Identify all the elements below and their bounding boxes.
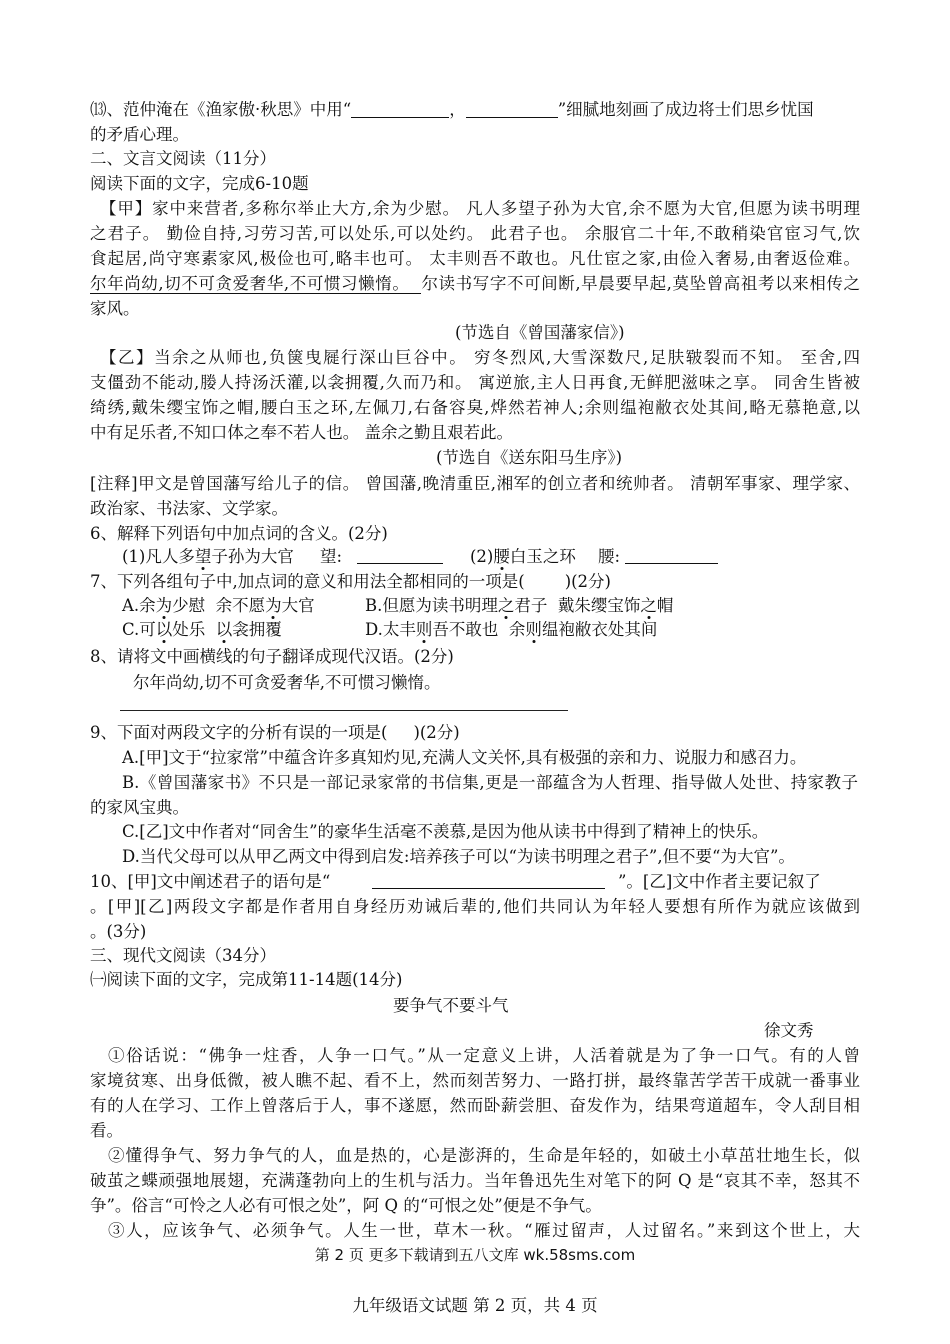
question-9-title (90, 720, 860, 745)
question-7-score: )(2分) (564, 572, 611, 591)
question-10 (90, 869, 860, 894)
question-13-separator: ， (449, 100, 466, 119)
passage-jia-line: 【甲】家中来营者,多称尔举止大方,余为少慰。 凡人多望子孙为大官,余不愿为大官,但愿为读书明理 (100, 199, 860, 218)
question-7-text: 7、下列各组句子中,加点词的意义和用法全都相同的一项是( (90, 572, 525, 591)
question-7-options-row (90, 593, 860, 618)
question-7-options-row (90, 617, 860, 642)
question-6-item-1-label: 望: (320, 547, 343, 566)
passage-yi-source: (节选自《送东阳马生序》) (436, 448, 623, 467)
emphasis-char: 以 (216, 617, 233, 642)
question-7-option-a (122, 593, 315, 618)
article-paragraph-line: ①俗话说：“佛争一炷香，人争一口气。”从一定意义上讲，人活着就是为了争一口气。有的人曾 (108, 1046, 860, 1065)
emphasis-char: 之 (640, 593, 657, 618)
article-author: 徐文秀 (764, 1021, 814, 1040)
annotation-line: [注释]甲文是曾国藩写给儿子的信。 曾国藩,晚清重臣,湘军的创立者和统帅者。 清朝军事家、理学家、 (90, 474, 860, 493)
passage-jia-line (90, 271, 860, 296)
option-text: D.太丰 (365, 620, 416, 639)
item-text: (1)凡人多 (122, 547, 195, 566)
question-9-text: 9、下面对两段文字的分析有误的一项是( (90, 723, 388, 742)
question-9-option-a: A.[甲]文于“拉家常”中蕴含许多真知灼见,充满人文关怀,具有极强的亲和力、说服力和感召力。 (122, 748, 807, 767)
emphasis-char: 为 (265, 593, 282, 618)
option-text: 缊袍敝衣处其间 (541, 620, 658, 639)
article-paragraph-line: 看。 (90, 1121, 123, 1140)
question-6-items (90, 544, 860, 569)
option-text: A.余 (122, 596, 156, 615)
question-6-item-1 (122, 544, 294, 569)
article-title: 要争气不要斗气 (393, 996, 509, 1015)
passage-yi-line: 中有足乐者,不知口体之奉不若人也。 盖余之勤且艰若此。 (90, 423, 513, 442)
answer-blank (351, 116, 449, 118)
emphasis-char: 望 (195, 544, 212, 569)
option-text: 处乐 (172, 620, 216, 639)
item-text: 子孙为大官 (211, 547, 294, 566)
question-7-option-b (365, 593, 673, 618)
passage-jia-line: 家风。 (90, 299, 140, 318)
answer-blank (357, 563, 443, 564)
question-13-continuation: 的矛盾心理。 (90, 125, 189, 144)
question-9-option-d: D.当代父母可以从甲乙两文中得到启发:培养孩子可以“为读书明理之君子”,但不要“为大官”。 (122, 847, 795, 866)
emphasis-char: 以 (156, 617, 173, 642)
section-2-instruction: 阅读下面的文字，完成6-10题 (90, 174, 309, 193)
question-13 (90, 97, 860, 122)
option-text: 帽 (656, 596, 674, 615)
section-3-title: 三、现代文阅读（34分） (90, 946, 276, 965)
emphasis-char: 则 (416, 617, 433, 642)
section-3-instruction: ㈠阅读下面的文字，完成第11-14题(14分) (90, 970, 403, 989)
question-13-suffix: ”细腻地刻画了成边将士们思乡忧国 (557, 100, 814, 119)
download-note: 第 2 页 更多下载请到五八文库 wk.58sms.com (314, 1246, 636, 1264)
option-text: 衾拥覆 (232, 620, 282, 639)
question-10-line-2: 。[甲][乙]两段文字都是作者用自身经历劝诫后辈的,他们共同认为年轻人要想有所作为就应该做到 (90, 897, 860, 916)
question-6-item-2-label: 腰: (598, 547, 621, 566)
article-paragraph-line: ②懂得争气、努力争气的人，血是热的，心是澎湃的，生命是年轻的，如破土小草茁壮地生长，似 (108, 1146, 860, 1165)
passage-jia-line: 食起居,尚守寒素家风,极俭也可,略丰也可。 太丰则吾不敢也。凡仕宦之家,由俭入奢易,由奢返俭难。 (90, 249, 860, 268)
emphasis-char: 为 (156, 593, 173, 618)
question-9-score: )(2分) (413, 723, 460, 742)
option-text: 吾不敢也 余 (432, 620, 526, 639)
page-footer: 九年级语文试题 第 2 页，共 4 页 (352, 1296, 598, 1315)
option-text: 大官 (281, 596, 315, 615)
emphasis-char: 腰 (493, 544, 510, 569)
passage-jia-source: (节选自《曾国藩家信》) (455, 323, 625, 342)
question-7-option-c (122, 617, 282, 642)
answer-blank (466, 116, 558, 118)
question-7-title (90, 569, 860, 594)
option-text: 少慰 余不愿 (172, 596, 266, 615)
passage-yi-line: 支僵劲不能动,媵人持汤沃灌,以衾拥覆,久而乃和。 寓逆旅,主人日再食,无鲜肥滋味之享。 同舍生皆被 (90, 373, 860, 392)
question-9-option-b: B.《曾国藩家书》不只是一部记录家常的书信集,更是一部蕴含为人哲理、指导做人处世、持家教子 (122, 773, 858, 792)
question-9-option-c: C.[乙]文中作者对“同舍生”的豪华生活毫不羡慕,是因为他从读书中得到了精神上的快乐。 (122, 822, 769, 841)
annotation-line: 政治家、书法家、文学家。 (90, 499, 288, 518)
question-8-sentence: 尔年尚幼,切不可贪爱奢华,不可惯习懒惰。 (133, 673, 441, 692)
question-6-item-2 (470, 544, 576, 569)
option-text: 君子 戴朱缨宝饰 (514, 596, 641, 615)
question-10-suffix: ”。[乙]文中作者主要记叙了 (618, 872, 821, 891)
section-2-title: 二、文言文阅读（11分） (90, 149, 276, 168)
answer-blank (625, 563, 718, 564)
emphasis-char: 则 (525, 617, 542, 642)
passage-yi-line: 绮绣,戴朱缨宝饰之帽,腰白玉之环,左佩刀,右备容臭,烨然若神人;余则缊袍敝衣处其间,略无慕艳意,以 (90, 398, 860, 417)
item-text: 白玉之环 (509, 547, 576, 566)
question-10-prefix: 10、[甲]文中阐述君子的语句是“ (90, 872, 331, 891)
question-13-prefix: ⒀、范仲淹在《渔家傲·秋思》中用“ (90, 100, 352, 119)
question-7-option-d (365, 617, 657, 642)
emphasis-char: 之 (498, 593, 515, 618)
question-10-line-3: 。(3分) (90, 922, 147, 941)
option-text: C.可 (122, 620, 156, 639)
article-paragraph-line: ③人，应该争气、必须争气。人生一世，草木一秋。“雁过留声，人过留名。”来到这个世上，大 (108, 1221, 860, 1240)
passage-yi-line: 【乙】当余之从师也,负箧曳屣行深山巨谷中。 穷冬烈风,大雪深数尺,足肤皲裂而不知。 至舍,四 (100, 348, 860, 367)
passage-jia-line: 之君子。 勤俭自持,习劳习苦,可以处乐,可以处约。 此君子也。 余服官二十年,不敢稍染官宦习气,饮 (90, 224, 860, 243)
passage-jia-text: 尔读书写字不可间断,早晨要早起,莫坠曾高祖考以来相传之 (421, 274, 860, 293)
option-text: B.但愿为读书明理 (365, 596, 498, 615)
article-paragraph-line: 家境贫寒、出身低微，被人瞧不起、看不上，然而刻苦努力、一路打拼，最终靠苦学苦干成就一番事业 (90, 1071, 860, 1090)
item-text: (2) (470, 547, 494, 566)
answer-line (120, 710, 568, 711)
question-6-title: 6、解释下列语句中加点词的含义。(2分) (90, 524, 388, 543)
underlined-sentence: 尔年尚幼,切不可贪爱奢华,不可惯习懒惰。 (90, 274, 421, 294)
article-paragraph-line: 有的人在学习、工作上曾落后于人，事不遂愿，然而卧薪尝胆、奋发作为，结果弯道超车，令人刮目相 (90, 1096, 860, 1115)
question-8-title: 8、请将文中画横线的句子翻译成现代汉语。(2分) (90, 647, 454, 666)
question-9-option-b-continuation: 的家风宝典。 (90, 798, 189, 817)
article-paragraph-line: 争”。俗言“可怜之人必有可恨之处”，阿 Q 的“可恨之处”便是不争气。 (90, 1196, 602, 1215)
answer-blank (372, 888, 605, 889)
article-paragraph-line: 破茧之蝶顽强地展翅，充满蓬勃向上的生机与活力。当年鲁迅先生对笔下的阿 Q 是“哀其不幸，怒其不 (90, 1171, 860, 1190)
